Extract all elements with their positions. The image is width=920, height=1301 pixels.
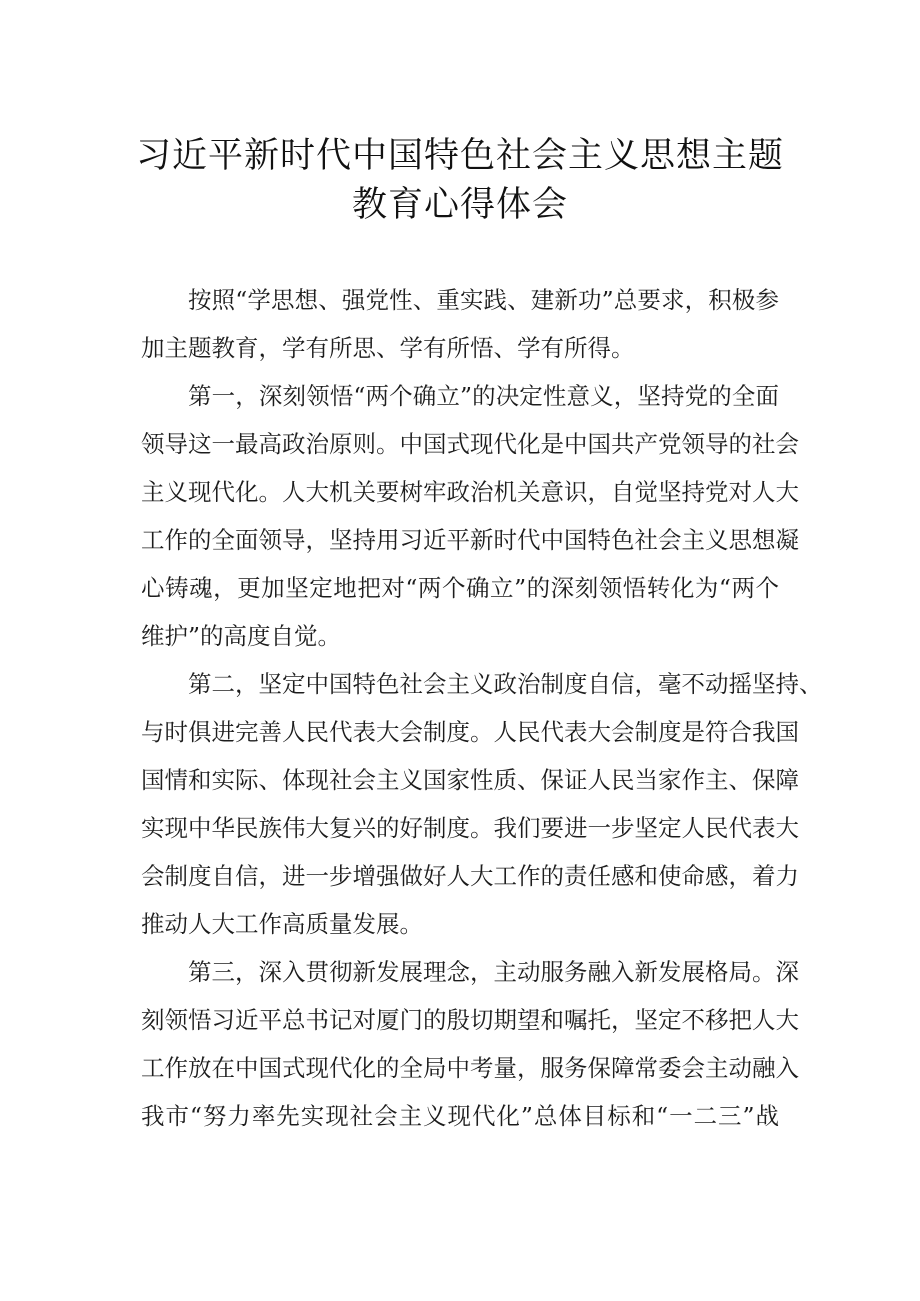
document-title-line-1: 习近平新时代中国特色社会主义思想主题: [135, 136, 784, 176]
paragraph-line: 主义现代化。人大机关要树牢政治机关意识，自觉坚持党对人大: [141, 478, 799, 506]
paragraph-line: 第一，深刻领悟“两个确立”的决定性意义，坚持党的全面: [188, 382, 779, 410]
paragraph-line: 我市“努力率先实现社会主义现代化”总体目标和“一二三”战: [141, 1102, 779, 1130]
paragraph-line: 第三，深入贯彻新发展理念，主动服务融入新发展格局。深: [188, 958, 799, 986]
paragraph-line: 加主题教育，学有所思、学有所悟、学有所得。: [141, 334, 635, 362]
paragraph-line: 与时俱进完善人民代表大会制度。人民代表大会制度是符合我国: [141, 718, 799, 746]
paragraph-line: 领导这一最高政治原则。中国式现代化是中国共产党领导的社会: [141, 430, 799, 458]
paragraph-line: 刻领悟习近平总书记对厦门的殷切期望和嘱托，坚定不移把人大: [141, 1006, 799, 1034]
paragraph-line: 第二，坚定中国特色社会主义政治制度自信，毫不动摇坚持、: [188, 670, 823, 698]
paragraph-line: 国情和实际、体现社会主义国家性质、保证人民当家作主、保障: [141, 766, 799, 794]
paragraph-line: 会制度自信，进一步增强做好人大工作的责任感和使命感，着力: [141, 862, 799, 890]
paragraph-line: 维护”的高度自觉。: [141, 622, 342, 650]
document-title-line-2: 教育心得体会: [351, 185, 568, 225]
paragraph-line: 工作放在中国式现代化的全局中考量，服务保障常委会主动融入: [141, 1054, 799, 1082]
paragraph-line: 推动人大工作高质量发展。: [141, 910, 423, 938]
paragraph-line: 工作的全面领导，坚持用习近平新时代中国特色社会主义思想凝: [141, 526, 799, 554]
paragraph-line: 按照“学思想、强党性、重实践、建新功”总要求，积极参: [188, 286, 779, 314]
paragraph-line: 心铸魂，更加坚定地把对“两个确立”的深刻领悟转化为“两个: [141, 574, 779, 602]
paragraph-line: 实现中华民族伟大复兴的好制度。我们要进一步坚定人民代表大: [141, 814, 799, 842]
